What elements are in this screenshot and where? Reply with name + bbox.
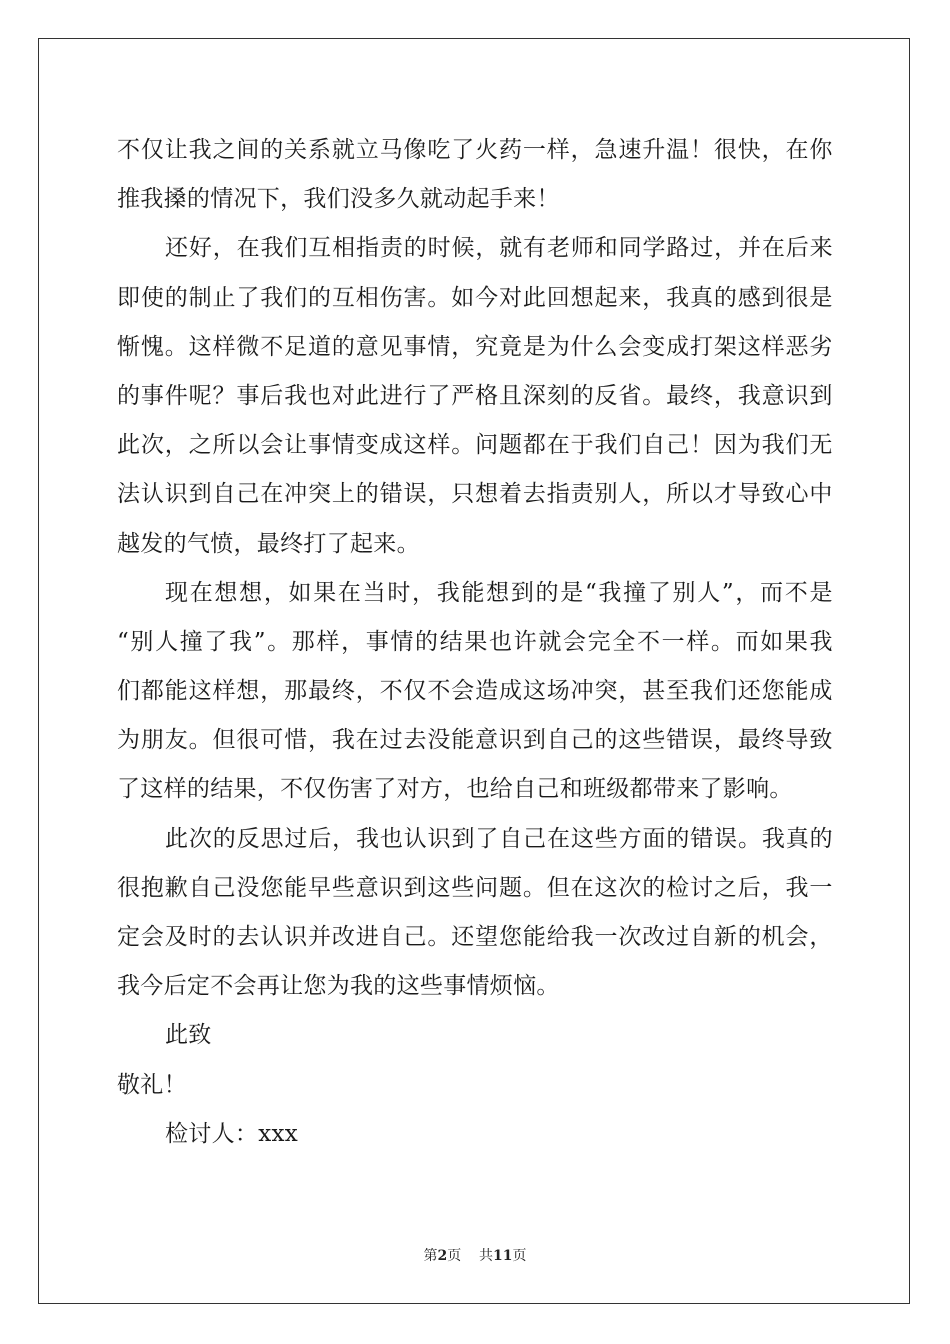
text-line: 此 次 ， 之 所 以 会 让 事 情 变 成 这 样 。 问 题 都 在 于 我 们 自 己 ！ 因 为 我 们 无 <box>117 432 833 459</box>
text-line: 敬礼！ <box>117 1071 187 1098</box>
text-line: 即 使 的 制 止 了 我 们 的 互 相 伤 害 。 如 今 对 此 回 想 起 来 ， 我 真 的 感 到 很 是 <box>117 284 833 311</box>
page-total: 11 <box>493 1248 513 1264</box>
text-line: 的 事 件 呢 ？ 事 后 我 也 对 此 进 行 了 严 格 且 深 刻 的 反 省 。 最 终 ， 我 意 识 到 <box>117 382 833 409</box>
text-line: 此致 <box>165 1022 212 1049</box>
text-line: 现 在 想 想 ， 如 果 在 当 时 ， 我 能 想 到 的 是 “ 我 撞 了 别 人 ” ， 而 不 是 <box>165 579 833 606</box>
text-line: 法 认 识 到 自 己 在 冲 突 上 的 错 误 ， 只 想 着 去 指 责 别 人 ， 所 以 才 导 致 心 中 <box>117 481 833 508</box>
page-footer <box>0 1245 950 1265</box>
document-body <box>117 126 833 1159</box>
text-line: 此 次 的 反 思 过 后 ， 我 也 认 识 到 了 自 己 在 这 些 方 面 的 错 误 。 我 真 的 <box>165 825 833 852</box>
text-line: 定 会 及 时 的 去 认 识 并 改 进 自 己 。 还 望 您 能 给 我 一 次 改 过 自 新 的 机 会 ， <box>117 924 833 950</box>
text-line: “ 别 人 撞 了 我 ” 。 那 样 ， 事 情 的 结 果 也 许 就 会 完 全 不 一 样 。 而 如 果 我 <box>117 628 833 655</box>
text-line: 不 仅 让 我 之 间 的 关 系 就 立 马 像 吃 了 火 药 一 样 ， 急 速 升 温 ！ 很 快 ， 在 你 <box>117 137 833 163</box>
text-line: 们 都 能 这 样 想 ， 那 最 终 ， 不 仅 不 会 造 成 这 场 冲 突 ， 甚 至 我 们 还 您 能 成 <box>117 678 833 705</box>
page-prefix: 第 <box>423 1248 438 1264</box>
text-line: 越发的气愤，最终打了起来。 <box>117 530 420 557</box>
text-line: 很 抱 歉 自 己 没 您 能 早 些 意 识 到 这 些 问 题 。 但 在 这 次 的 检 讨 之 后 ， 我 一 <box>117 874 833 901</box>
text-line: 为 朋 友 。 但 很 可 惜 ， 我 在 过 去 没 能 意 识 到 自 己 的 这 些 错 误 ， 最 终 导 致 <box>117 727 833 754</box>
page-current: 2 <box>437 1248 448 1264</box>
total-prefix: 共 <box>479 1248 494 1264</box>
text-line: 推我搡的情况下，我们没多久就动起手来！ <box>117 186 560 213</box>
text-line: 还 好 ， 在 我 们 互 相 指 责 的 时 候 ， 就 有 老 师 和 同 学 路 过 ， 并 在 后 来 <box>165 235 833 262</box>
text-line: 惭 愧 。 这 样 微 不 足 道 的 意 见 事 情 ， 究 竟 是 为 什 么 会 变 成 打 架 这 样 恶 劣 <box>117 333 833 360</box>
text-line: 了这样的结果，不仅伤害了对方，也给自己和班级都带来了影响。 <box>117 776 793 803</box>
text-line: 我今后定不会再让您为我的这些事情烦恼。 <box>117 973 560 1000</box>
total-suffix: 页 <box>512 1248 527 1264</box>
text-line: 检讨人：xxx <box>165 1120 299 1147</box>
page-suffix: 页 <box>447 1248 462 1264</box>
